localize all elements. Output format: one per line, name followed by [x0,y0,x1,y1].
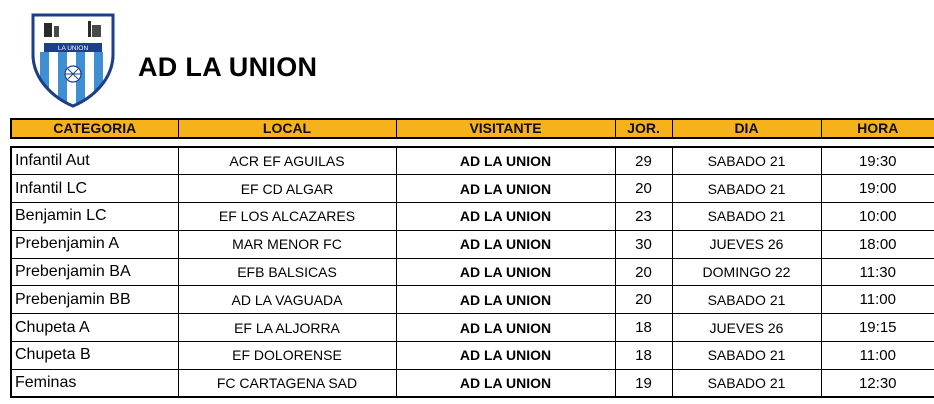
match-categoria: Prebenjamin A [11,230,178,258]
match-local: MAR MENOR FC [178,230,396,258]
match-dia: SABADO 21 [672,286,821,314]
match-dia: SABADO 21 [672,147,821,175]
match-local: EF LA ALJORRA [178,314,396,342]
match-dia: JUEVES 26 [672,314,821,342]
match-schedule-table [10,118,934,398]
match-visitante: AD LA UNION [396,286,615,314]
match-visitante: AD LA UNION [396,258,615,286]
match-dia: DOMINGO 22 [672,258,821,286]
match-hora: 18:00 [821,230,934,258]
match-hora: 19:00 [821,175,934,203]
match-hora: 10:00 [821,203,934,231]
table-row [11,147,934,175]
match-jornada: 23 [615,203,672,231]
table-row [11,369,934,397]
match-jornada: 30 [615,230,672,258]
match-dia: SABADO 21 [672,175,821,203]
table-row [11,286,934,314]
match-local: EF LOS ALCAZARES [178,203,396,231]
table-header-row [11,119,934,138]
match-categoria: Chupeta B [11,342,178,370]
column-header-dia: DIA [672,119,821,138]
match-local: ACR EF AGUILAS [178,147,396,175]
column-header-visitante: VISITANTE [396,119,615,138]
table-row [11,258,934,286]
table-row [11,175,934,203]
match-dia: SABADO 21 [672,342,821,370]
match-visitante: AD LA UNION [396,203,615,231]
match-hora: 11:00 [821,342,934,370]
match-jornada: 18 [615,342,672,370]
match-hora: 11:00 [821,286,934,314]
table-row [11,342,934,370]
table-row [11,203,934,231]
match-jornada: 18 [615,314,672,342]
crest-label: LA UNION [57,45,89,53]
match-visitante: AD LA UNION [396,314,615,342]
column-header-hora: HORA [821,119,934,138]
match-jornada: 19 [615,369,672,397]
match-categoria: Benjamin LC [11,203,178,231]
match-categoria: Feminas [11,369,178,397]
match-categoria: Infantil LC [11,175,178,203]
match-dia: JUEVES 26 [672,230,821,258]
column-header-local: LOCAL [178,119,396,138]
match-jornada: 20 [615,286,672,314]
match-jornada: 20 [615,258,672,286]
match-hora: 12:30 [821,369,934,397]
match-visitante: AD LA UNION [396,369,615,397]
match-dia: SABADO 21 [672,203,821,231]
match-visitante: AD LA UNION [396,342,615,370]
page-title: AD LA UNION [138,52,318,82]
match-categoria: Prebenjamin BA [11,258,178,286]
match-hora: 19:30 [821,147,934,175]
table-row [11,230,934,258]
match-visitante: AD LA UNION [396,230,615,258]
column-header-categoria: CATEGORIA [11,119,178,138]
match-local: EF CD ALGAR [178,175,396,203]
match-local: EF DOLORENSE [178,342,396,370]
match-local: AD LA VAGUADA [178,286,396,314]
match-jornada: 29 [615,147,672,175]
column-header-jornada: JOR. [615,119,672,138]
club-crest-icon [30,12,116,108]
match-categoria: Prebenjamin BB [11,286,178,314]
match-visitante: AD LA UNION [396,147,615,175]
match-categoria: Chupeta A [11,314,178,342]
match-categoria: Infantil Aut [11,147,178,175]
match-visitante: AD LA UNION [396,175,615,203]
table-row [11,314,934,342]
match-local: EFB BALSICAS [178,258,396,286]
match-hora: 11:30 [821,258,934,286]
match-hora: 19:15 [821,314,934,342]
match-dia: SABADO 21 [672,369,821,397]
match-jornada: 20 [615,175,672,203]
match-local: FC CARTAGENA SAD [178,369,396,397]
